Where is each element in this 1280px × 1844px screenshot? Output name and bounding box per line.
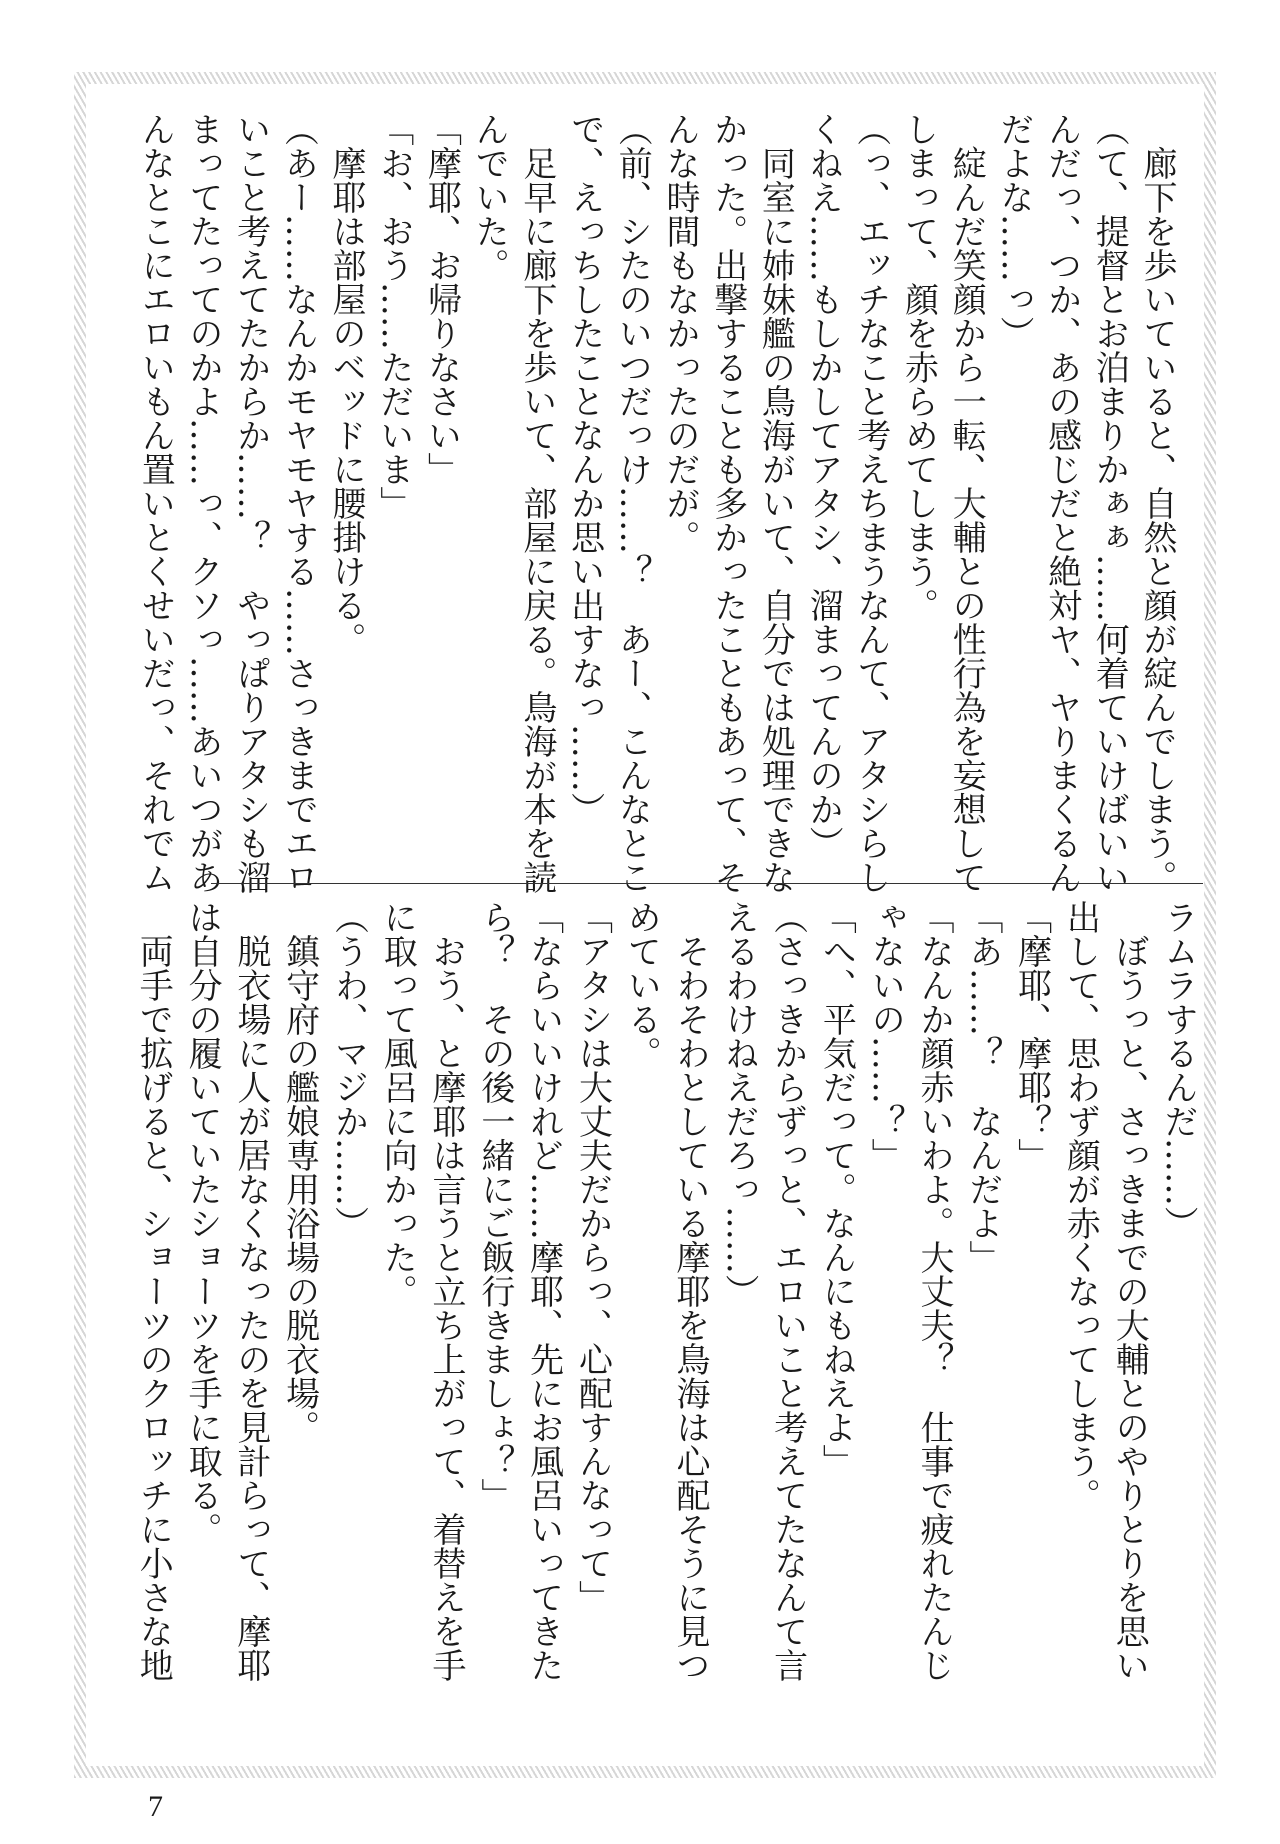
text-column: に取って風呂に向かった。 [377, 900, 418, 1308]
text-column: 綻んだ笑顔から一転、大輔との性行為を妄想して [946, 146, 987, 894]
text-column: 「ならいいけれど……摩耶、先にお風呂いってきた [523, 900, 564, 1682]
text-column: （あー……なんかモヤモヤする……さっきまでエロ [278, 112, 319, 894]
text-column: えるわけねえだろっ……） [718, 900, 759, 1308]
text-column: 廊下を歩いていると、自然と顔が綻んでしまう。 [1137, 146, 1177, 894]
text-column: ラムラするんだ……） [1158, 900, 1198, 1240]
text-column: 出して、思わず顔が赤くなってしまう。 [1060, 900, 1101, 1512]
top-text-block [131, 112, 1180, 894]
text-column: は自分の履いていたショーツを手に取る。 [182, 900, 223, 1546]
text-column: 「なんか顔赤いわよ。大丈夫？ 仕事で疲れたんじ [914, 900, 955, 1682]
text-column: かった。出撃することも多かったこともあって、そ [707, 112, 748, 894]
text-column: 「へ、平気だって。なんにもねえよ」 [816, 900, 857, 1478]
text-column: （さっきからずっと、エロいこと考えてたなんて言 [767, 900, 808, 1682]
text-column: （うわ、マジか……） [328, 900, 369, 1240]
text-column: ゃないの……？」 [865, 900, 906, 1172]
text-column: ら？ その後一緒にご飯行きましょ？」 [474, 900, 515, 1512]
text-column: 足早に廊下を歩いて、部屋に戻る。鳥海が本を読 [516, 146, 557, 894]
text-column: おう、と摩耶は言うと立ち上がって、着替えを手 [426, 934, 467, 1682]
section-divider [211, 883, 1203, 884]
text-column: しまって、顔を赤らめてしまう。 [898, 112, 939, 622]
text-column: くねえ……もしかしてアタシ、溜まってんのか） [803, 112, 844, 860]
text-column: （て、提督とお泊まりかぁぁ……何着ていけばいい [1089, 112, 1130, 894]
text-column: （っ、エッチなこと考えちまうなんて、アタシらし [850, 112, 891, 894]
text-column: いこと考えてたからか……？ やっぱりアタシも溜 [230, 112, 271, 894]
text-column: んな時間もなかったのだが。 [659, 112, 700, 554]
text-column: そわそわとしている摩耶を鳥海は心配そうに見つ [670, 934, 711, 1682]
text-column: 「アタシは大丈夫だからっ、心配すんなって」 [572, 900, 613, 1614]
text-column: 両手で拡げると、ショーツのクロッチに小さな地 [133, 934, 174, 1682]
text-column: ぼうっと、さっきまでの大輔とのやりとりを思い [1109, 934, 1150, 1682]
text-column: 「摩耶、お帰りなさい」 [421, 112, 462, 486]
text-column: 鎮守府の艦娘専用浴場の脱衣場。 [279, 934, 320, 1444]
text-column: 「あ……？ なんだよ」 [962, 900, 1003, 1274]
text-column: 脱衣場に人が居なくなったのを見計らって、摩耶 [230, 934, 271, 1682]
page-number: 7 [148, 1790, 163, 1823]
text-column: で、えっちしたことなんか思い出すなっ……） [564, 112, 605, 826]
text-column: （前、シたのいつだっけ……？ あー、こんなとこ [612, 112, 653, 894]
text-column: 同室に姉妹艦の鳥海がいて、自分では処理できな [755, 146, 796, 894]
text-column: んなとこにエロいもん置いとくせいだっ、それでム [135, 112, 176, 894]
text-column: 「摩耶、摩耶？」 [1011, 900, 1052, 1172]
text-column: んだっ、つか、あの感じだと絶対ヤ、ヤりまくるん [1041, 112, 1082, 894]
bottom-text-block [128, 900, 1202, 1740]
text-column: まってたってのかよ……っ、クソっ……あいつがあ [182, 112, 223, 894]
text-column: 摩耶は部屋のベッドに腰掛ける。 [326, 146, 367, 656]
text-column: んでいた。 [469, 112, 510, 282]
text-column: 「お、おう……ただいま」 [373, 112, 414, 520]
text-column: めている。 [621, 900, 662, 1070]
text-column: だよな……っ） [993, 112, 1034, 350]
